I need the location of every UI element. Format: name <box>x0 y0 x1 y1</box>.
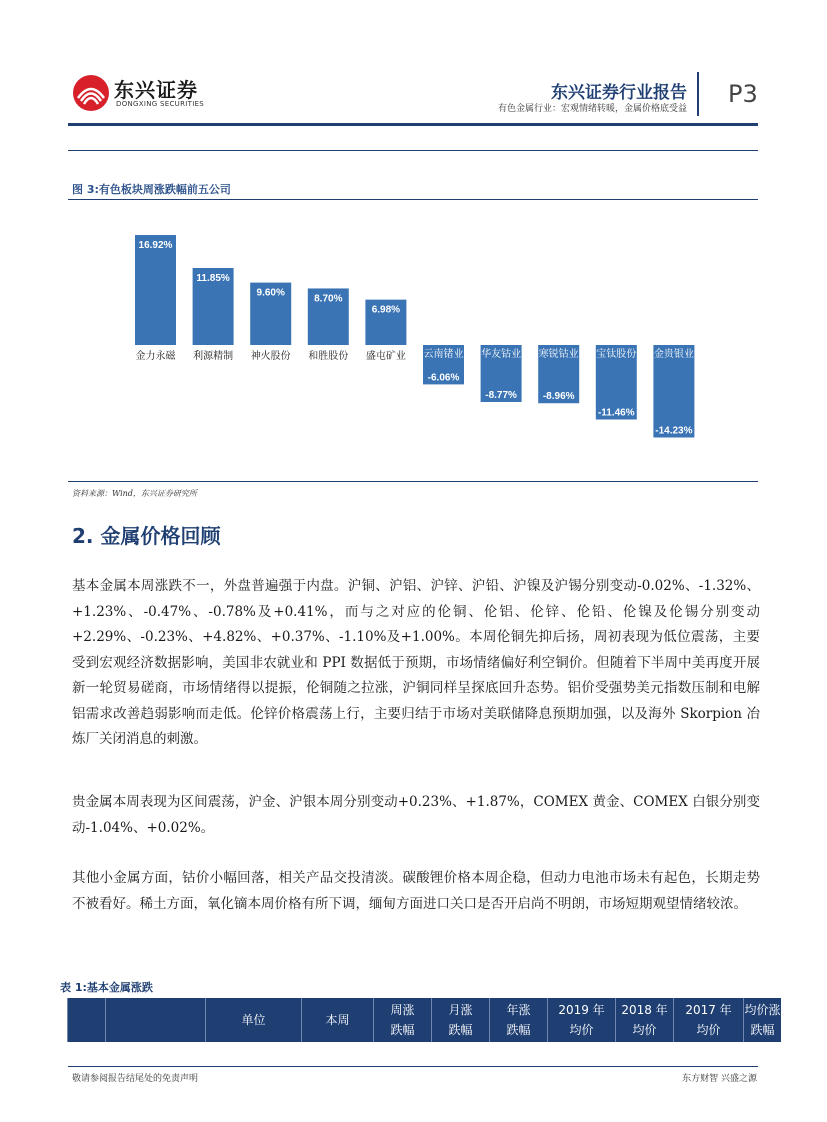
table-header-cell: 单位 <box>205 998 301 1042</box>
footer-rule <box>68 1066 758 1067</box>
figure-bottom-rule <box>68 481 758 482</box>
bar-category-label-2: 神火股份 <box>250 351 291 362</box>
table-header-cell: 年涨 跌幅 <box>489 998 547 1042</box>
bar-category-label-0: 金力永磁 <box>135 351 176 362</box>
table-header-cell: 2019 年 均价 <box>547 998 615 1042</box>
logo-text-cn: 东兴证券 <box>114 78 198 102</box>
paragraph-base-metals: 基本金属本周涨跌不一，外盘普遍强于内盘。沪铜、沪铝、沪锌、沪铅、沪镍及沪锡分别变动-0.02%、-1.32%、+1.23%、-0.47%、-0.78%及+0.41%，而与之对应的伦铜、伦铝、伦锌、伦铅、伦镍及伦锡分别变动+2.29%、-0.23%、+4.82%、+0.37%、-1.10%及+1.00%。本周伦铜先抑后扬，周初表现为低位震荡，主要受到宏观经济数据影响，美国非农就业和 PPI 数据低于预期，市场情绪偏好利空铜价。但随着下半周中美再度开展新一轮贸易磋商，市场情绪得以提振，伦铜随之拉涨，沪铜同样呈探底回升态势。铝价受强势美元指数压制和电解铝需求改善趋弱影响而走低。伦锌价格震荡上行，主要归结于市场对美联储降息预期加强，以及海外 Skorpion 冶炼厂关闭消息的刺激。 <box>72 578 760 747</box>
logo-text-en: DONGXING SECURITIES <box>116 100 205 108</box>
bar-category-label-1: 利源精制 <box>193 351 234 362</box>
bar-value-label-5: -6.06% <box>427 372 460 384</box>
footer-slogan: 东方财智 兴盛之源 <box>682 1074 757 1084</box>
table-header-cell: 2017 年 均价 <box>673 998 743 1042</box>
paragraph-precious-metals: 贵金属本周表现为区间震荡，沪金、沪银本周分别变动+0.23%、+1.87%，COMEX 黄金、COMEX 白银分别变动-1.04%、+0.02%。 <box>72 794 760 836</box>
bar-category-label-8: 宝钛股份 <box>596 349 637 360</box>
bar-value-label-1: 11.85% <box>196 272 230 284</box>
figure-title: 图 3:有色板块周涨跌幅前五公司 <box>72 183 231 196</box>
figure-source: 资料来源：Wind，东兴证券研究所 <box>72 489 197 498</box>
header-rule <box>68 123 758 126</box>
table-header-cell: 本周 <box>301 998 373 1042</box>
section-title: 2. 金属价格回顾 <box>72 524 221 548</box>
bar-value-label-9: -14.23% <box>655 425 693 437</box>
table-header-cell: 2018 年 均价 <box>615 998 673 1042</box>
table-header-cell <box>105 998 205 1042</box>
bar-category-label-4: 盛屯矿业 <box>365 351 406 362</box>
table-header-cell: 月涨 跌幅 <box>431 998 489 1042</box>
header-rule-thin <box>68 150 758 151</box>
header-divider <box>697 72 699 116</box>
bar-value-label-6: -8.77% <box>485 390 517 402</box>
metals-table-header <box>67 998 781 1042</box>
bar-0 <box>135 235 176 345</box>
bar-value-label-4: 6.98% <box>371 304 401 316</box>
table-header-cell <box>67 998 105 1042</box>
bar-value-label-2: 9.60% <box>256 287 285 299</box>
bar-category-label-6: 华友钴业 <box>481 349 522 360</box>
bar-value-label-7: -8.96% <box>542 391 575 403</box>
table-header-cell: 周涨 跌幅 <box>373 998 431 1042</box>
bar-category-label-5: 云南锗业 <box>423 349 464 360</box>
footer-disclaimer: 敬请参阅报告结尾处的免责声明 <box>72 1074 199 1084</box>
report-title: 东兴证券行业报告 <box>551 83 687 103</box>
bar-value-label-0: 16.92% <box>138 240 173 252</box>
bar-category-label-9: 金贵银业 <box>653 349 694 360</box>
bar-chart <box>68 200 758 480</box>
company-logo-icon <box>72 74 110 112</box>
bar-value-label-8: -11.46% <box>597 407 635 419</box>
bar-value-label-3: 8.70% <box>314 293 343 305</box>
table-title: 表 1:基本金属涨跌 <box>60 981 153 994</box>
table-header-cell: 均价涨 跌幅 <box>743 998 781 1042</box>
bar-category-label-3: 和胜股份 <box>308 351 349 362</box>
report-subtitle: 有色金属行业：宏观情绪转暖，金属价格底受益 <box>497 104 687 114</box>
bar-category-label-7: 寒锐钴业 <box>538 349 579 360</box>
page-number: P3 <box>728 80 758 108</box>
paragraph-minor-metals: 其他小金属方面，钴价小幅回落，相关产品交投清淡。碳酸锂价格本周企稳，但动力电池市场未有起色，长期走势不被看好。稀土方面，氧化镝本周价格有所下调，缅甸方面进口关口是否开启尚不明朗，市场短期观望情绪较浓。 <box>72 870 760 912</box>
